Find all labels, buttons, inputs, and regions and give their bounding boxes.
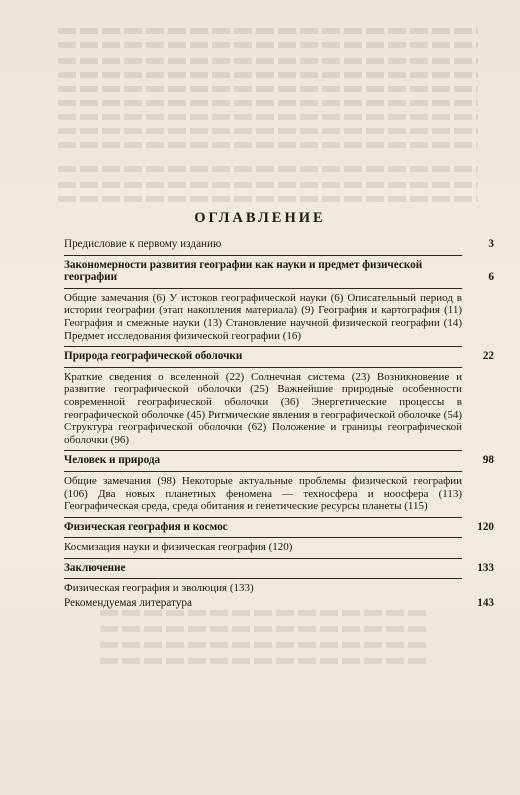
toc-subsections-chapter-3: Общие замечания (98) Некоторые актуальные проблемы физической географии (106) Два новых планетных феномена — техносфера и ноосфера (113) Географическая среда, среда обитания и генетические ресурсы планеты (115): [64, 474, 462, 513]
divider: [64, 471, 462, 472]
toc-entry-title: Природа географической оболочки: [64, 350, 243, 363]
bleed-through-text: [58, 42, 478, 48]
toc-entry-chapter-1[interactable]: [64, 259, 494, 284]
bleed-through-text: [58, 72, 478, 78]
bleed-through-text: [100, 610, 430, 616]
toc-subsections-chapter-4: Космизация науки и физическая география (120): [64, 541, 293, 554]
toc-entry-chapter-4[interactable]: [64, 521, 494, 534]
toc-page-number: 3: [488, 238, 494, 250]
toc-entry-preface[interactable]: [64, 238, 494, 251]
bleed-through-text: [100, 658, 430, 664]
divider: [64, 578, 462, 579]
toc-entry-title: Заключение: [64, 561, 126, 574]
bleed-through-text: [58, 58, 478, 64]
table-of-contents: [64, 236, 494, 610]
toc-subsections-conclusion: Физическая география и эволюция (133): [64, 582, 254, 595]
toc-page-number: 6: [488, 270, 494, 283]
bleed-through-text: [58, 100, 478, 106]
divider: [64, 255, 462, 256]
bleed-through-text: [58, 182, 478, 188]
bleed-through-text: [58, 86, 478, 92]
toc-entry-title: Человек и природа: [64, 454, 161, 467]
toc-entry-title: Предисловие к первому изданию: [64, 238, 222, 250]
divider: [64, 450, 462, 451]
toc-page-number: 120: [477, 520, 494, 533]
divider: [64, 367, 462, 368]
divider: [64, 558, 462, 559]
bleed-through-text: [58, 142, 478, 148]
toc-subsections-chapter-1: Общие замечания (6) У истоков географической науки (6) Описательный период в истории географии (этап накопления материала) (9) География и картография (11) География и смежные науки (13) Становление научной физической географии (14) Предмет исследования физической географии (16): [64, 291, 462, 342]
toc-page-number: 133: [477, 561, 494, 574]
bleed-through-text: [58, 196, 478, 202]
bleed-through-text: [100, 642, 430, 648]
bleed-through-text: [58, 166, 478, 172]
divider: [64, 346, 462, 347]
toc-subsections-chapter-2: Краткие сведения о вселенной (22) Солнечная система (23) Возникновение и развитие географической оболочки (25) Важнейшие природные особенности современной географической оболочки (36) Энергетические процессы в географической оболочке (45) Ритмические явления в географической оболочке (54) Структура географической оболочки (62) Положение и границы географической оболочки (96): [64, 370, 462, 446]
bleed-through-text: [58, 128, 478, 134]
bleed-through-text: [58, 28, 478, 34]
toc-page-number: 98: [482, 454, 494, 467]
divider: [64, 517, 462, 518]
bleed-through-text: [58, 114, 478, 120]
toc-entry-chapter-2[interactable]: [64, 350, 494, 363]
toc-entry-references[interactable]: [64, 597, 494, 610]
toc-entry-title: Рекомендуемая литература: [64, 597, 192, 610]
toc-page-number: 22: [482, 350, 494, 363]
toc-page-number: 143: [477, 597, 494, 610]
toc-entry-title: Закономерности развития географии как науки и предмет физической географии: [64, 258, 423, 284]
toc-heading: ОГЛАВЛЕНИЕ: [194, 210, 326, 226]
toc-entry-chapter-3[interactable]: [64, 454, 494, 467]
toc-entry-conclusion[interactable]: [64, 562, 494, 575]
divider: [64, 288, 462, 289]
divider: [64, 537, 462, 538]
toc-entry-title: Физическая география и космос: [64, 520, 228, 533]
bleed-through-text: [100, 626, 430, 632]
